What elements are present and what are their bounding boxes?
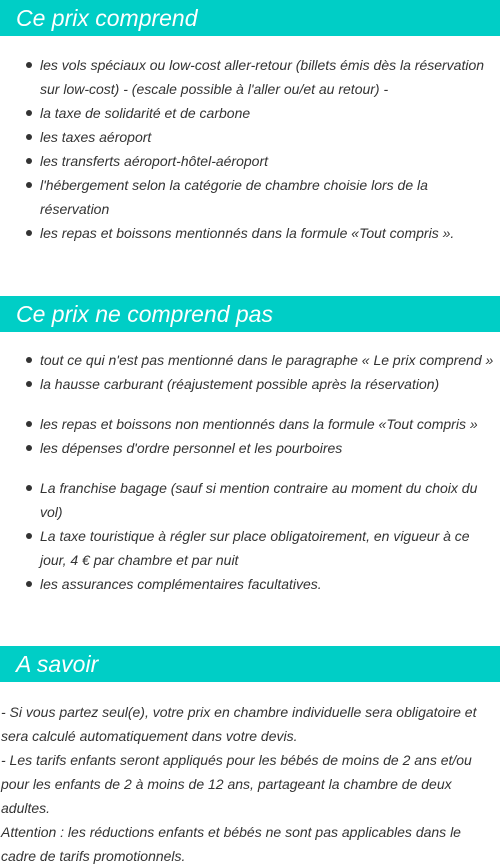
bullet-icon [26, 485, 32, 491]
info-line: Attention : les réductions enfants et bébés ne sont pas applicables dans le cadre de tarifs promotionnels. [1, 824, 461, 864]
bullet-icon [26, 581, 32, 587]
list-item: tout ce qui n'est pas mentionné dans le paragraphe « Le prix comprend » [0, 348, 500, 372]
bullet-icon [26, 421, 32, 427]
list-item: les repas et boissons mentionnés dans la formule «Tout compris ». [0, 221, 500, 245]
list-item: les repas et boissons non mentionnés dans la formule «Tout compris » [0, 412, 500, 436]
list-item: la hausse carburant (réajustement possible après la réservation) [0, 372, 500, 396]
bullet-icon [26, 445, 32, 451]
info-text [0, 700, 500, 868]
section-title-info: A savoir [0, 646, 500, 682]
bullet-icon [26, 62, 32, 68]
list-item: les vols spéciaux ou low-cost aller-retour (billets émis dès la réservation sur low-cost) - (escale possible à l'aller ou/et au retour) - [0, 53, 500, 101]
bullet-icon [26, 134, 32, 140]
bullet-icon [26, 158, 32, 164]
section-title-excludes: Ce prix ne comprend pas [0, 296, 500, 332]
includes-list [0, 53, 500, 245]
bullet-icon [26, 533, 32, 539]
bullet-icon [26, 230, 32, 236]
bullet-icon [26, 110, 32, 116]
list-item: la taxe de solidarité et de carbone [0, 101, 500, 125]
list-item: les dépenses d'ordre personnel et les pourboires [0, 436, 500, 460]
info-line: - Les tarifs enfants seront appliqués pour les bébés de moins de 2 ans et/ou pour les enfants de 2 à moins de 12 ans, partageant la chambre de deux adultes. [1, 752, 472, 816]
bullet-icon [26, 357, 32, 363]
list-item: La taxe touristique à régler sur place obligatoirement, en vigueur à ce jour, 4 € par chambre et par nuit [0, 524, 500, 572]
list-item: les taxes aéroport [0, 125, 500, 149]
section-title-includes: Ce prix comprend [0, 0, 500, 36]
list-item: les assurances complémentaires facultatives. [0, 572, 500, 596]
list-item: La franchise bagage (sauf si mention contraire au moment du choix du vol) [0, 476, 500, 524]
info-line: - Si vous partez seul(e), votre prix en chambre individuelle sera obligatoire et sera calculé automatiquement dans votre devis. [1, 704, 477, 744]
list-item: l'hébergement selon la catégorie de chambre choisie lors de la réservation [0, 173, 500, 221]
list-item: les transferts aéroport-hôtel-aéroport [0, 149, 500, 173]
bullet-icon [26, 381, 32, 387]
bullet-icon [26, 182, 32, 188]
excludes-list [0, 348, 500, 596]
